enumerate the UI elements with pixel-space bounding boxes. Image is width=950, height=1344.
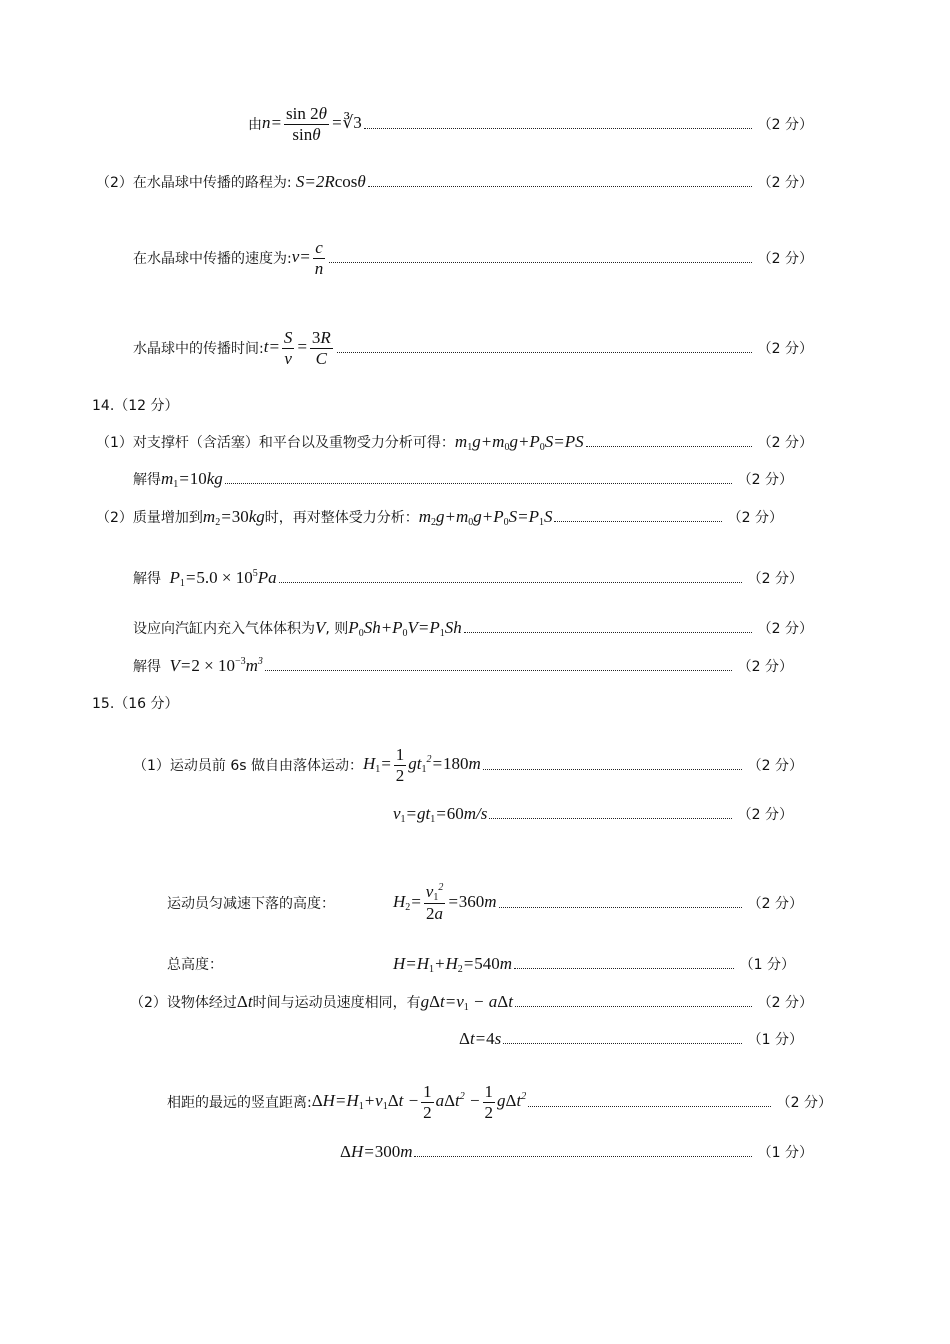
line-label: 解得 [133, 571, 161, 587]
points-label: （2 分） [737, 472, 793, 488]
line-label: （2）质量增加到 [96, 510, 203, 526]
line-label: 运动员匀减速下落的高度： [167, 896, 335, 912]
line-label: 相距的最远的竖直距离: [167, 1095, 312, 1111]
answer-line-total-height [167, 952, 795, 976]
formula-balance: $m_1g+m_0g+P_0S=PS$ [454, 431, 584, 453]
formula-dt: Δt [236, 992, 253, 1011]
points-label: （2 分） [747, 571, 803, 587]
points-label: （2 分） [737, 807, 793, 823]
formula-dt-result: Δt=4s [459, 1029, 502, 1048]
formula-H1: $H_1=$ $\frac{1}{2}$ $gt_1^2=180m$ [363, 744, 481, 785]
formula-gas-balance: $P_0Sh+P_0V=P_1Sh$ [348, 617, 462, 639]
line-label: 由 [248, 117, 262, 133]
leader-dots [503, 1043, 741, 1044]
points-label: （2 分） [757, 621, 813, 637]
leader-dots [225, 483, 732, 484]
line-label: 解得 [133, 472, 161, 488]
formula-v1: $v_1=gt_1=60m/s$ [393, 803, 488, 825]
line-label: 水晶球中的传播时间: [133, 341, 264, 357]
points-label: （2 分） [747, 758, 803, 774]
line-label: 总高度： [167, 957, 223, 973]
formula-dH-result: ΔH=300m [340, 1142, 413, 1161]
formula-H: $H=H_1+H_2=540m$ [393, 953, 513, 975]
points-label: （2 分） [747, 896, 803, 912]
formula-m2: $m_2=30kg$ [202, 506, 265, 528]
leader-dots [483, 769, 742, 770]
line-label-b: 时，再对整体受力分析： [264, 510, 419, 526]
points-label: （1 分） [747, 1032, 803, 1048]
points-label: （2 分） [757, 117, 813, 133]
line-label: （1）运动员前 6s 做自由落体运动： [133, 758, 364, 774]
leader-dots [329, 262, 751, 263]
points-label: （2 分） [757, 175, 813, 191]
formula-m1: $m_1=10kg$ [161, 468, 223, 490]
points-label: （2 分） [757, 341, 813, 357]
formula-speed-equal: $g\Delta t=v_1 - a\Delta t$ [420, 991, 513, 1013]
formula-V-result: $V=2 \times 10^{-3}m^3$ [161, 656, 263, 675]
points-label: （2 分） [737, 659, 793, 675]
points-label: （1 分） [757, 1145, 813, 1161]
answer-line-H2 [167, 876, 803, 930]
leader-dots [364, 128, 752, 129]
leader-dots [368, 186, 752, 187]
formula-t: t= $\frac{S}{v}$ = $\frac{3R}{C}$ [263, 327, 331, 368]
points-label: （2 分） [757, 995, 813, 1011]
formula-H2: $H_2=$ $\frac{v_1^2}{2a}$ =360m [393, 881, 497, 924]
formula-v: v= $\frac{c}{n}$ [291, 237, 324, 278]
points-label: （1 分） [739, 957, 795, 973]
line-label: 解得 [133, 659, 161, 675]
leader-dots [586, 446, 752, 447]
answer-line-P1 [133, 566, 803, 590]
answer-line-speed [133, 236, 813, 280]
answer-line-increased-mass [96, 505, 783, 529]
line-label: 在水晶球中传播的速度为: [133, 251, 292, 267]
leader-dots [279, 582, 742, 583]
answer-line-m1 [133, 467, 793, 491]
points-label: （2 分） [776, 1095, 832, 1111]
formula-S: S=2Rcosθ [291, 172, 366, 191]
leader-dots [337, 352, 752, 353]
answer-line-force-balance [96, 430, 813, 454]
formula-P1: $P_1=5.0 \times 10^5Pa$ [161, 567, 277, 589]
question-14-heading: 14.（12 分） [92, 398, 179, 414]
answer-line-same-speed [130, 990, 813, 1014]
line-label: （2）设物体经过 [130, 995, 237, 1011]
question-15-heading: 15.（16 分） [92, 696, 179, 712]
answer-line-V-result [133, 654, 793, 678]
answer-line-dt-result [459, 1027, 803, 1051]
answer-line-time [133, 326, 813, 370]
leader-dots [464, 632, 752, 633]
leader-dots [514, 968, 734, 969]
leader-dots [528, 1106, 770, 1107]
answer-line-dH-result [340, 1140, 813, 1164]
formula-n: n= $\frac{\sin 2\theta}{\sin\theta}$ =∛3 [262, 103, 362, 144]
formula-V: V [315, 618, 326, 637]
answer-line-H1 [133, 743, 803, 787]
formula-balance-2: $m_2g+m_0g+P_0S=P_1S$ [418, 506, 553, 528]
points-label: （2 分） [757, 435, 813, 451]
formula-dH: $\Delta H=H_1+v_1\Delta t$ − $\frac{1}{2}$ aΔt$^2$ − $\frac{1}{2}$ gΔt$^2$ [311, 1081, 527, 1122]
answer-line-gas-volume [133, 616, 813, 640]
answer-line-refraction-index [248, 102, 813, 146]
points-label: （2 分） [727, 510, 783, 526]
leader-dots [265, 670, 732, 671]
answer-line-path-length [96, 170, 813, 194]
answer-line-v1 [393, 802, 793, 826]
points-label: （2 分） [757, 251, 813, 267]
line-label-b: , 则 [325, 621, 349, 637]
line-label-b: 时间与运动员速度相同，有 [252, 995, 421, 1011]
leader-dots [554, 521, 721, 522]
line-label: 设应向汽缸内充入气体体积为 [133, 621, 315, 637]
leader-dots [414, 1156, 751, 1157]
leader-dots [499, 907, 742, 908]
line-label: （2）在水晶球中传播的路程为: [96, 175, 292, 191]
answer-line-max-distance [167, 1078, 832, 1126]
leader-dots [489, 818, 731, 819]
line-label: （1）对支撑杆（含活塞）和平台以及重物受力分析可得： [96, 435, 455, 451]
leader-dots [515, 1006, 752, 1007]
